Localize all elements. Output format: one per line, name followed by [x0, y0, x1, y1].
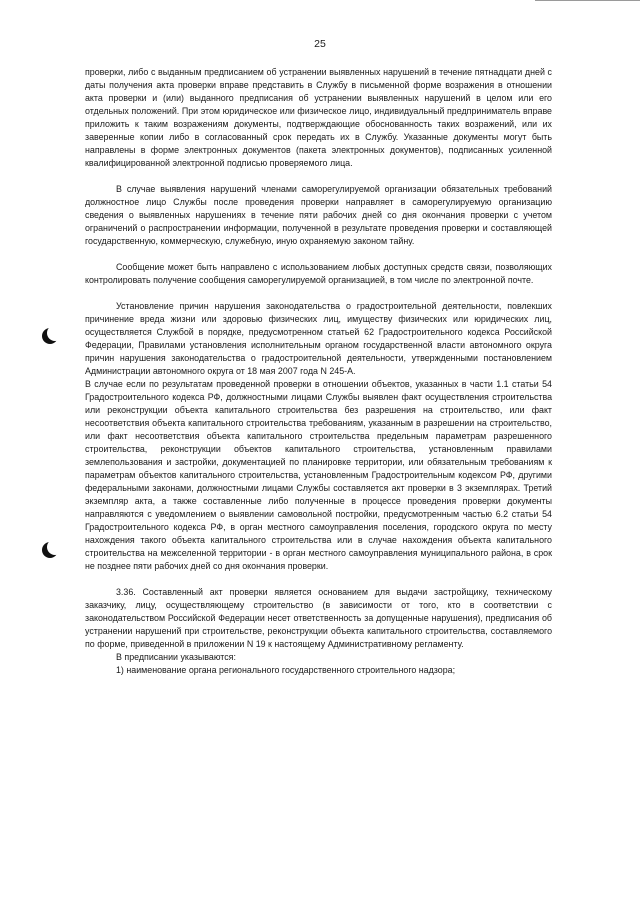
paragraph-unauthorized-construction: В случае если по результатам проведенной проверки в отношении объектов, указанных в части 1.1 статьи 54 Градостроительного кодекса РФ, должностными лицами Службы выявлен факт осуществления строительства или реконструкции объекта капитального строительства без разрешения на строительство, или факт несоответствия объекта капитального строительства требованиям, указанным в разрешении на строительство, или факт несоответствия объекта капитального строительства предельным параметрам разрешенного строительства, реконструкции объектов капитального строительства, установленным правилами землепользования и застройки, документацией по планировке территории, или обязательным требованиям к параметрам объектов капитального строительства, установленным Градостроительным кодексом РФ, другими федеральными законами, должностными лицами Службы составляется акт проверки в 3 экземплярах. Третий экземпляр акта, а также составленные либо полученные в процессе проведения проверки документы направляются с уведомлением о выявлении самовольной постройки, предусмотренным частью 6.2 статьи 54 Градостроительного кодекса РФ, в орган местного самоуправления поселения, городского округа по месту нахождения такого объекта капитального строительства или в случае нахождения объекта капитального строительства на межселенной территории - в орган местного самоуправления муниципального района, в срок не позднее пяти рабочих дней со дня окончания проверки.: [85, 379, 552, 571]
paragraph-cause-establishment: Установление причин нарушения законодательства о градостроительной деятельности, повлекших причинение вреда жизни или здоровью физических лиц, имуществу физических или юридических лиц, осуществляется Службой в порядке, предусмотренном статьей 62 Градостроительного кодекса Российской Федерации, Правилами установления исполнительным органом государственной власти автономного округа причин нарушения законодательства о градостроительной деятельности, утвержденными постановлением Администрации автономного округа от 18 мая 2007 года N 245-А.: [85, 301, 552, 376]
page-number: 25: [314, 38, 326, 50]
document-body: [85, 66, 552, 677]
scan-edge-line: [535, 0, 640, 5]
paragraph-sro-violations: В случае выявления нарушений членами саморегулируемой организации обязательных требований должностное лицо Службы после проведения проверки направляет в саморегулируемую организацию сведения о выявленных нарушениях в течение пяти рабочих дней со дня окончания проверки с учетом ограничений о распространении информации, полученной в результате проведения проверки и составляющей государственную, коммерческую, служебную, иную охраняемую законом тайну.: [85, 184, 552, 246]
paragraph-message-delivery: Сообщение может быть направлено с использованием любых доступных средств связи, позволяющих контролировать получение сообщения саморегулируемой организацией, в том числе по электронной почте.: [85, 262, 552, 285]
paragraph-continuation: проверки, либо с выданным предписанием об устранении выявленных нарушений в течение пятнадцати дней с даты получения акта проверки вправе представить в Службу в письменной форме возражения в отношении акта проверки и (или) выданного предписания об устранении выявленных нарушений в целом или его отдельных положений. При этом юридическое или физическое лицо, индивидуальный предприниматель вправе приложить к таким возражениям документы, подтверждающие обоснованность таких возражений, или их заверенные копии либо в согласованный срок передать их в Службу. Указанные документы могут быть направлены в форме электронных документов (пакета электронных документов), подписанных усиленной квалифицированной электронной подписью проверяемого лица.: [85, 67, 552, 168]
list-item-1: 1) наименование органа регионального государственного строительного надзора;: [116, 665, 456, 675]
paragraph-3-36: 3.36. Составленный акт проверки является основанием для выдачи застройщику, техническому заказчику, лицу, осуществляющему строительство (в зависимости от того, кто в соответствии с законодательством Российской Федерации несет ответственность за допущенные нарушения), предписания об устранении нарушений при строительстве, реконструкции объекта капитального строительства, составляемого по форме, приведенной в приложении N 19 к настоящему Административному регламенту.: [85, 587, 552, 649]
paragraph-order-contents-intro: В предписании указываются:: [116, 652, 236, 662]
binder-hole-icon: [42, 542, 58, 558]
binder-hole-icon: [42, 328, 58, 344]
